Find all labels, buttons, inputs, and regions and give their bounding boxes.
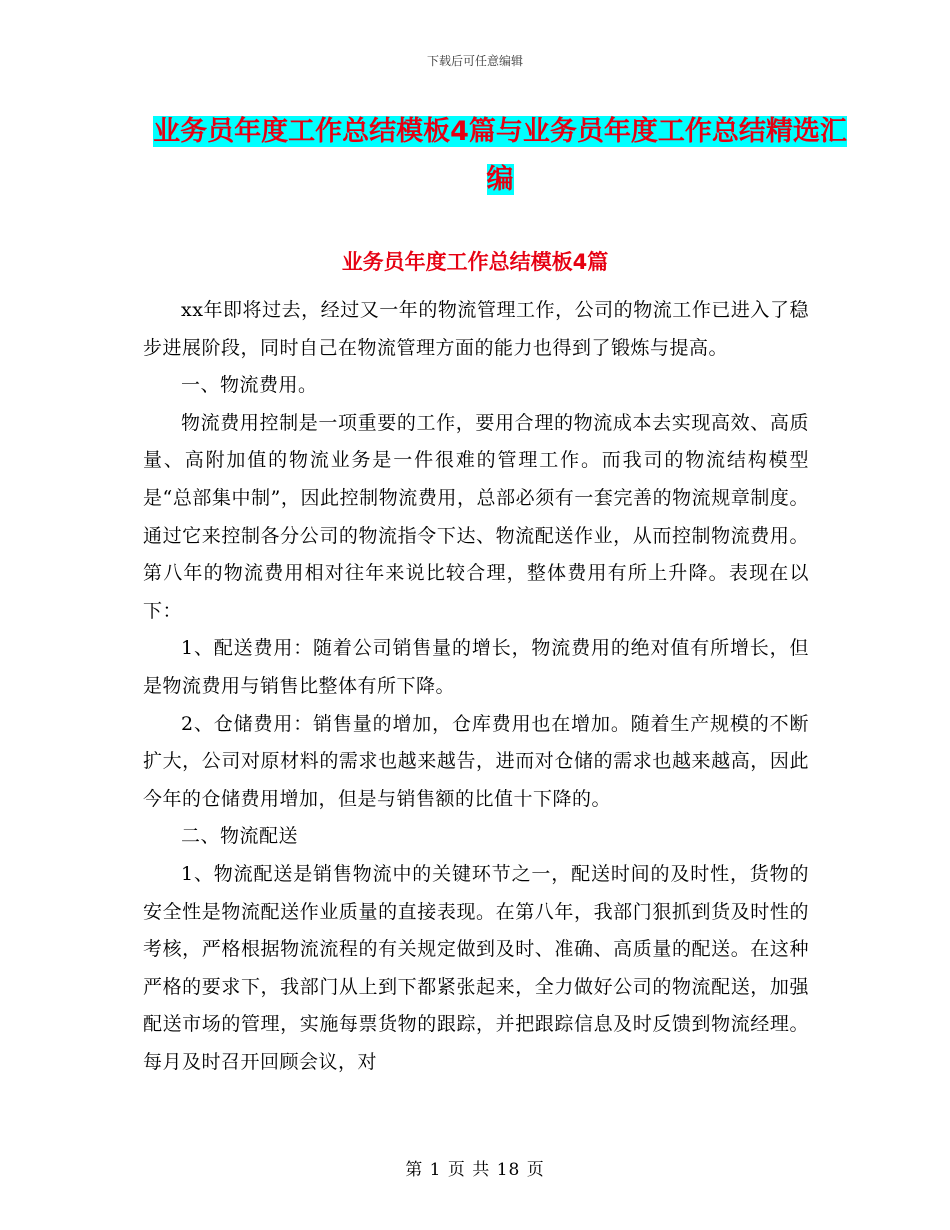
paragraph: xx年即将过去，经过又一年的物流管理工作，公司的物流工作已进入了稳步进展阶段，同时自己在物流管理方面的能力也得到了锻炼与提高。 (143, 299, 809, 359)
section-title: 业务员年度工作总结模板4篇 (341, 250, 609, 274)
document-body (143, 292, 809, 1081)
section-heading: 一、物流费用。 (181, 374, 318, 397)
paragraph: 1、配送费用：随着公司销售量的增长，物流费用的绝对值有所增长，但是物流费用与销售比整体有所下降。 (143, 637, 809, 697)
paragraph: 2、仓储费用：销售量的增加，仓库费用也在增加。随着生产规模的不断扩大，公司对原材料的需求也越来越告，进而对仓储的需求也越来越高，因此今年的仓储费用增加，但是与销售额的比值十下降的。 (143, 712, 809, 810)
header-note: 下载后可任意编辑 (426, 54, 523, 68)
paragraph: 1、物流配送是销售物流中的关键环节之一，配送时间的及时性，货物的安全性是物流配送作业质量的直接表现。在第八年，我部门狠抓到货及时性的考核，严格根据物流流程的有关规定做到及时、准确、高质量的配送。在这种严格的要求下，我部门从上到下都紧张起来，全力做好公司的物流配送，加强配送市场的管理，实施每票货物的跟踪，并把跟踪信息及时反馈到物流经理。每月及时召开回顾会议，对 (143, 862, 809, 1073)
document-title (150, 108, 850, 204)
document-title-text: 业务员年度工作总结模板4篇与业务员年度工作总结精选汇编 (153, 116, 847, 195)
paragraph: 物流费用控制是一项重要的工作，要用合理的物流成本去实现高效、高质量、高附加值的物流业务是一件很难的管理工作。而我司的物流结构模型是“总部集中制”，因此控制物流费用，总部必须有一套完善的物流规章制度。通过它来控制各分公司的物流指令下达、物流配送作业，从而控制物流费用。第八年的物流费用相对往年来说比较合理，整体费用有所上升降。表现在以下： (143, 411, 809, 622)
page-footer: 第 1 页 共 18 页 (405, 1160, 545, 1180)
section-heading: 二、物流配送 (181, 825, 299, 848)
